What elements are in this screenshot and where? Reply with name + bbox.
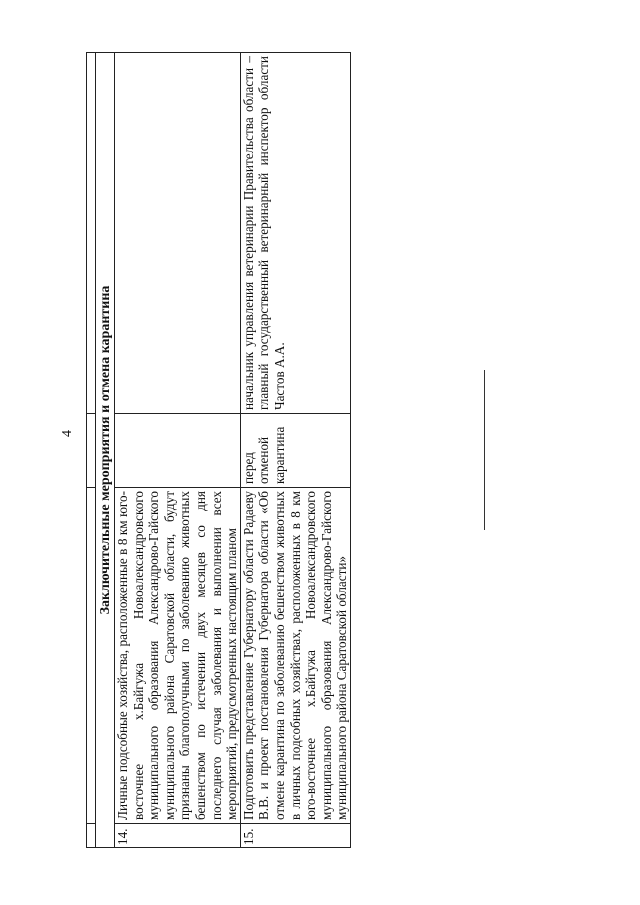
row-description: Личные подсобные хозяйства, расположенные в 8 км юго-восточнее х.Байгужа Новоалександровского муниципального образования Александрово-Гайского муниципального района Саратовской области, будут признаны благополучными по заболеванию животных бешенством по истечении двух месяцев со дня последнего случая заболевания и выполнении всех мероприятий, предусмотренных настоящим планом xyxy=(115,488,241,824)
horizontal-rule xyxy=(484,370,485,530)
strip-cell xyxy=(87,414,96,488)
plan-table-container xyxy=(86,53,436,848)
section-title: Заключительные мероприятия и отмена карантина xyxy=(96,53,115,848)
strip-cell xyxy=(87,53,96,414)
strip-cell xyxy=(87,488,96,824)
row-responsible: начальник управления ветеринарии Правительства области – главный государственный ветеринарный инспектор области Частов А.А. xyxy=(240,53,350,414)
section-header-row xyxy=(96,53,115,848)
table-row xyxy=(115,53,241,848)
strip-cell xyxy=(87,824,96,848)
row-responsible xyxy=(115,53,241,414)
row-number: 15. xyxy=(240,824,350,848)
table-row xyxy=(240,53,350,848)
row-description: Подготовить представление Губернатору области Радаеву В.В. и проект постановления Губернатора области «Об отмене карантина по заболеванию бешенством животных в личных подсобных хозяйствах, расположенных в 8 км юго-восточнее х.Байгужа Новоалександровского муниципального образования Александрово-Гайского муниципального района Саратовской области» xyxy=(240,488,350,824)
row-term xyxy=(115,414,241,488)
row-term: перед отменой карантина xyxy=(240,414,350,488)
page-number: 4 xyxy=(60,430,75,437)
row-number: 14. xyxy=(115,824,241,848)
plan-table xyxy=(86,52,351,848)
table-top-strip xyxy=(87,53,96,848)
